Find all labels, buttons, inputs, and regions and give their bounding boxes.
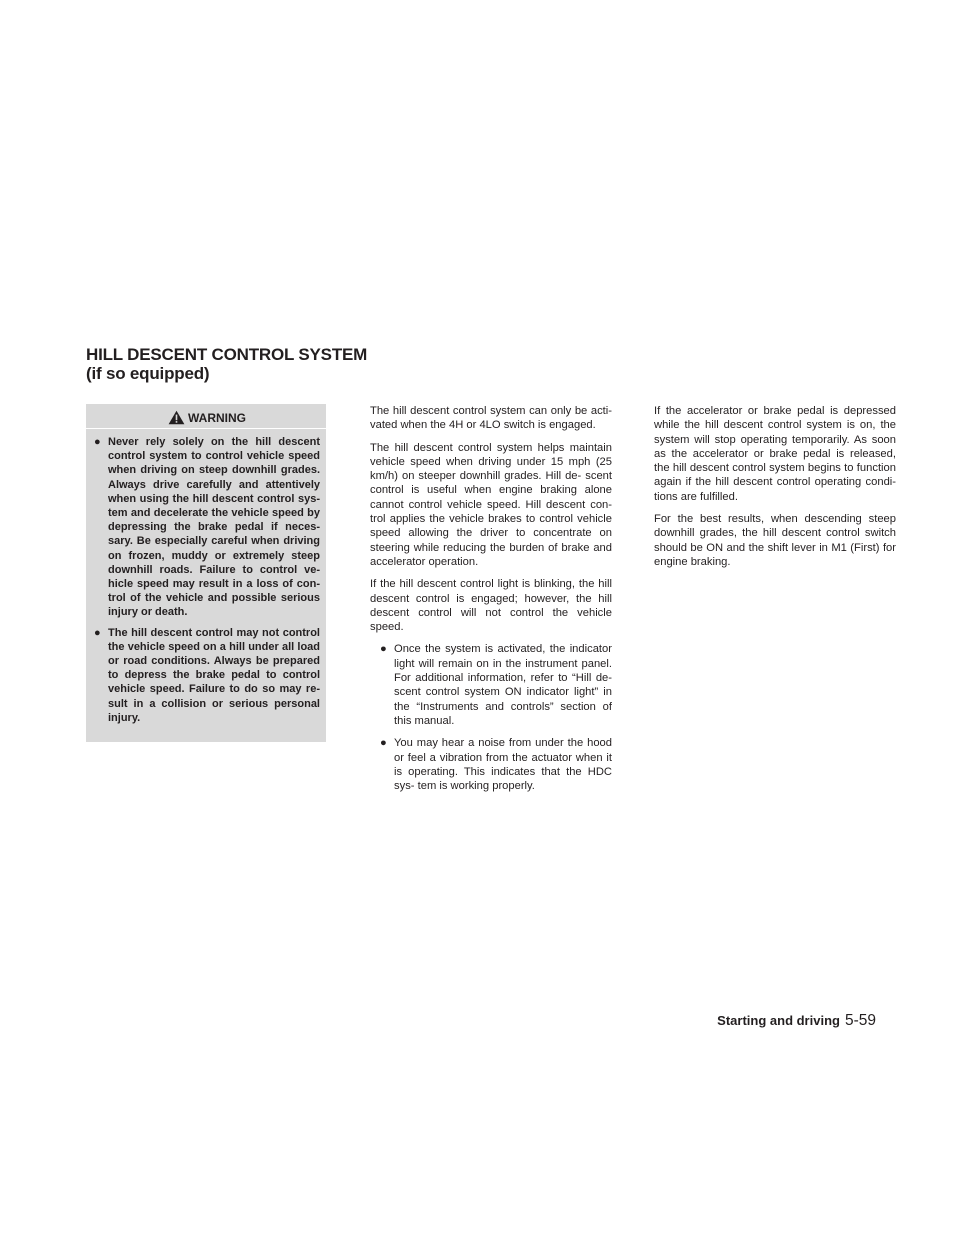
- bullet-icon: ●: [94, 626, 101, 639]
- bullet-icon: ●: [380, 643, 387, 656]
- warning-bullet: [94, 435, 320, 620]
- paragraph: The hill descent control system can only be acti- vated when the 4H or 4LO switch is engaged.: [370, 405, 612, 432]
- list-item-text: You may hear a noise from under the hood or feel a vibration from the actuator when it is operating. This indicates that the HDC sys- tem is working properly.: [394, 737, 612, 793]
- page-number: 5-59: [844, 1012, 876, 1029]
- warning-bullet-text: The hill descent control may not control the vehicle speed on a hill under all load or road conditions. Always be prepared to depress the brake pedal to control vehicle speed. Failure to do so may re- sult in a collision or serious personal injury.: [108, 626, 320, 724]
- warning-box: [86, 404, 326, 742]
- warning-header: [94, 404, 320, 428]
- text-column-middle: [370, 404, 612, 801]
- paragraph: The hill descent control system helps maintain vehicle speed when driving under 15 mph (25 km/h) on steeper downhill grades. Hill de- scent control is useful when engine braking alone cannot control vehicle speed. Hill descent con- trol applies the vehicle brakes to control vehicle speed allowing the driver to concentrate on steering while reducing the burden of brake and accelerator operation.: [370, 441, 612, 568]
- warning-bullet-text: Never rely solely on the hill descent control system to control vehicle speed when driving on steep downhill grades. Always drive carefully and attentively when using the hill descent control sys- tem and decelerate the vehicle speed by depressing the brake pedal if neces- sary. Be especially careful when driving on frozen, muddy or extremely steep downhill roads. Failure to control ve- hicle speed may result in a loss of con- trol of the vehicle and possible serious injury or death.: [108, 436, 320, 619]
- list-item: [370, 642, 612, 728]
- section-title: HILL DESCENT CONTROL SYSTEM (if so equipped): [86, 345, 368, 383]
- warning-divider: [86, 428, 326, 429]
- list-item: [370, 736, 612, 793]
- bullet-icon: ●: [94, 436, 101, 448]
- warning-triangle-icon: [168, 410, 185, 425]
- paragraph: If the accelerator or brake pedal is depressed while the hill descent control system is on, the system will stop operating temporarily. As soon as the accelerator or brake pedal is released, the hill descent control system begins to function again if the hill descent control operating condi- tions are fulfilled.: [654, 405, 896, 503]
- warning-bullet: [94, 626, 320, 725]
- list-item-text: Once the system is activated, the indicator light will remain on in the instrument panel. For additional information, refer to “Hill de- scent control system ON indicator light” in the “Instruments and controls” section of this manual.: [394, 643, 612, 727]
- chapter-name: Starting and driving: [717, 1013, 840, 1028]
- paragraph: For the best results, when descending steep downhill grades, the hill descent control switch should be ON and the shift lever in M1 (First) for engine braking.: [654, 513, 896, 568]
- paragraph: If the hill descent control light is blinking, the hill descent control is engaged; however, the hill descent control will not control the vehicle speed.: [370, 578, 612, 634]
- text-column-right: [654, 404, 896, 577]
- bullet-icon: ●: [380, 737, 387, 750]
- warning-label: WARNING: [188, 410, 246, 425]
- page-footer: [717, 1012, 876, 1030]
